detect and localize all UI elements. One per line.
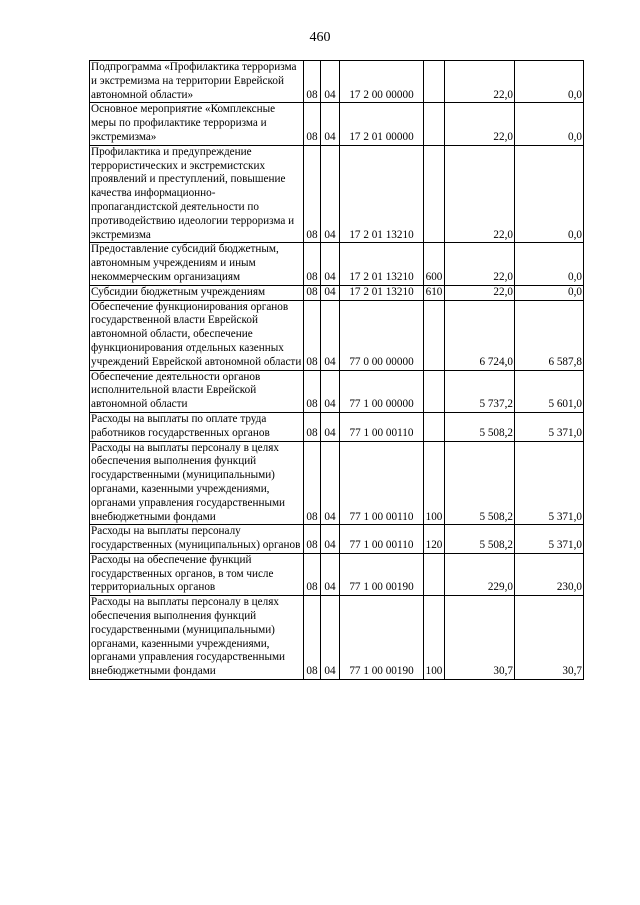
cell-amount-year1: 6 724,0 [445,300,515,370]
cell-amount-year2: 0,0 [515,61,584,103]
cell-amount-year1: 5 508,2 [445,441,515,525]
cell-subsection: 04 [321,553,340,595]
cell-section: 08 [304,525,321,554]
cell-subsection: 04 [321,243,340,285]
cell-target-article: 77 1 00 00190 [340,596,424,680]
cell-section: 08 [304,596,321,680]
cell-subsection: 04 [321,525,340,554]
cell-subsection: 04 [321,285,340,300]
cell-expense-type [424,300,445,370]
table-row [90,525,584,554]
cell-section: 08 [304,370,321,412]
cell-target-article: 77 1 00 00110 [340,441,424,525]
cell-amount-year1: 22,0 [445,243,515,285]
cell-name: Расходы на обеспечение функций государственных органов, в том числе территориальных органов [90,553,304,595]
cell-expense-type: 100 [424,441,445,525]
cell-target-article: 17 2 01 13210 [340,243,424,285]
cell-amount-year2: 5 601,0 [515,370,584,412]
cell-amount-year1: 22,0 [445,145,515,243]
table-row [90,596,584,680]
cell-target-article: 17 2 01 13210 [340,285,424,300]
cell-target-article: 17 2 01 00000 [340,103,424,145]
table-row [90,553,584,595]
cell-expense-type [424,370,445,412]
cell-section: 08 [304,61,321,103]
cell-subsection: 04 [321,370,340,412]
cell-expense-type [424,553,445,595]
cell-section: 08 [304,243,321,285]
cell-amount-year2: 0,0 [515,145,584,243]
cell-amount-year1: 229,0 [445,553,515,595]
table-row [90,412,584,441]
budget-table-body [90,61,584,680]
cell-amount-year1: 5 508,2 [445,412,515,441]
cell-name: Расходы на выплаты персоналу государственных (муниципальных) органов [90,525,304,554]
cell-amount-year2: 30,7 [515,596,584,680]
cell-name: Основное мероприятие «Комплексные меры по профилактике терроризма и экстремизма» [90,103,304,145]
cell-expense-type: 100 [424,596,445,680]
cell-name: Субсидии бюджетным учреждениям [90,285,304,300]
cell-amount-year2: 0,0 [515,243,584,285]
cell-name: Расходы на выплаты персоналу в целях обеспечения выполнения функций государственными (муниципальными) органами, казенными учреждениями, органами управления государственными внебюджетными фондами [90,441,304,525]
table-row [90,300,584,370]
cell-amount-year2: 0,0 [515,285,584,300]
cell-target-article: 77 0 00 00000 [340,300,424,370]
cell-amount-year2: 5 371,0 [515,441,584,525]
cell-section: 08 [304,145,321,243]
cell-target-article: 17 2 00 00000 [340,61,424,103]
cell-target-article: 77 1 00 00110 [340,525,424,554]
cell-amount-year2: 5 371,0 [515,412,584,441]
cell-name: Расходы на выплаты по оплате труда работников государственных органов [90,412,304,441]
cell-name: Обеспечение функционирования органов государственной власти Еврейской автономной области, обеспечение функционирования отдельных казенных учреждений Еврейской автономной области [90,300,304,370]
cell-target-article: 77 1 00 00110 [340,412,424,441]
table-row [90,103,584,145]
cell-amount-year2: 6 587,8 [515,300,584,370]
cell-name: Предоставление субсидий бюджетным, автономным учреждениям и иным некоммерческим организациям [90,243,304,285]
cell-amount-year1: 5 737,2 [445,370,515,412]
cell-subsection: 04 [321,412,340,441]
page-number: 460 [309,30,331,45]
cell-subsection: 04 [321,300,340,370]
cell-expense-type [424,61,445,103]
cell-expense-type: 120 [424,525,445,554]
table-row [90,370,584,412]
cell-amount-year1: 22,0 [445,285,515,300]
cell-amount-year2: 5 371,0 [515,525,584,554]
cell-section: 08 [304,441,321,525]
cell-name: Профилактика и предупреждение террористических и экстремистских проявлений и преступлений, повышение качества информационно-пропагандистской деятельности по противодействию идеологии терроризма и экстремизма [90,145,304,243]
cell-amount-year2: 0,0 [515,103,584,145]
cell-name: Подпрограмма «Профилактика терроризма и экстремизма на территории Еврейской автономной области» [90,61,304,103]
cell-amount-year1: 30,7 [445,596,515,680]
cell-amount-year2: 230,0 [515,553,584,595]
cell-target-article: 77 1 00 00190 [340,553,424,595]
cell-expense-type: 600 [424,243,445,285]
cell-subsection: 04 [321,103,340,145]
cell-subsection: 04 [321,61,340,103]
cell-subsection: 04 [321,441,340,525]
cell-amount-year1: 22,0 [445,61,515,103]
table-row [90,145,584,243]
cell-section: 08 [304,412,321,441]
cell-subsection: 04 [321,596,340,680]
cell-expense-type: 610 [424,285,445,300]
cell-name: Обеспечение деятельности органов исполнительной власти Еврейской автономной области [90,370,304,412]
cell-subsection: 04 [321,145,340,243]
cell-target-article: 77 1 00 00000 [340,370,424,412]
budget-table [89,60,584,680]
cell-expense-type [424,145,445,243]
table-row [90,243,584,285]
cell-expense-type [424,103,445,145]
cell-section: 08 [304,300,321,370]
cell-section: 08 [304,285,321,300]
table-row [90,285,584,300]
table-row [90,61,584,103]
cell-expense-type [424,412,445,441]
cell-amount-year1: 22,0 [445,103,515,145]
table-row [90,441,584,525]
cell-name: Расходы на выплаты персоналу в целях обеспечения выполнения функций государственными (муниципальными) органами, казенными учреждениями, органами управления государственными внебюджетными фондами [90,596,304,680]
cell-amount-year1: 5 508,2 [445,525,515,554]
cell-target-article: 17 2 01 13210 [340,145,424,243]
cell-section: 08 [304,553,321,595]
cell-section: 08 [304,103,321,145]
